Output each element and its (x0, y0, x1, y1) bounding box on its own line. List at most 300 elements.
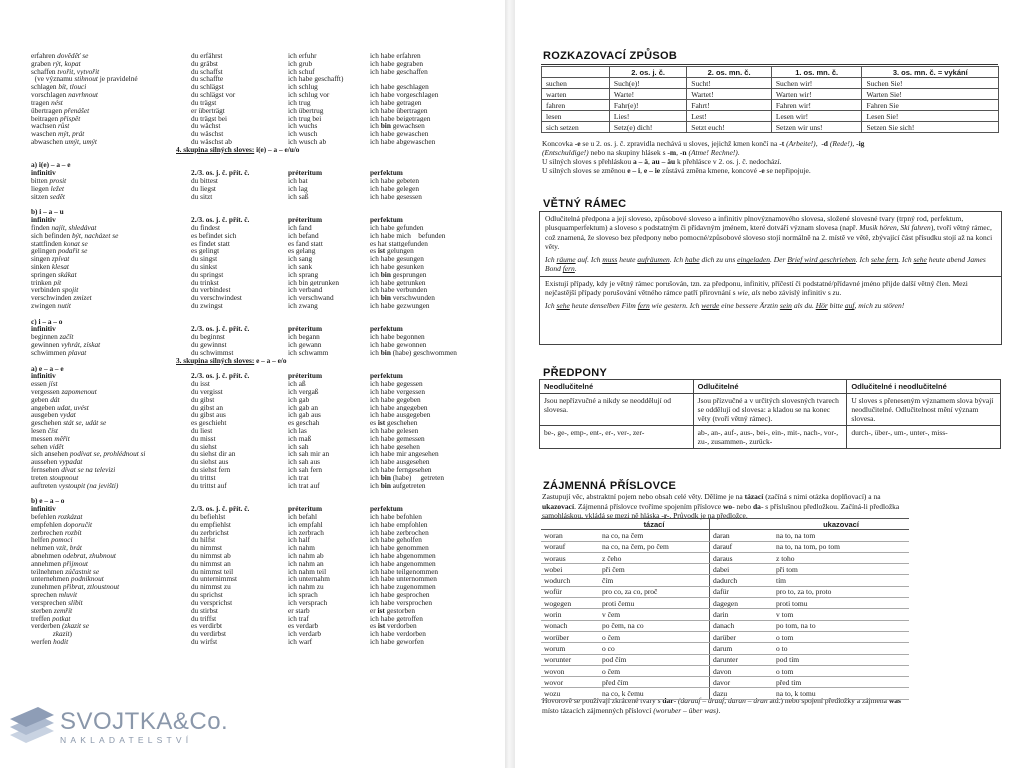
present-form: du nimmst an (191, 559, 231, 568)
preterite: es gelang (288, 247, 316, 256)
perfect: ich habe gebeten (370, 177, 420, 185)
present-form: du gibst (191, 395, 215, 404)
present-form: du sitzt (191, 192, 213, 201)
perfect: ich habe teilgenommen (370, 567, 439, 576)
adverb-cell: na co, na čem (599, 530, 710, 541)
perfect: ich habe abgenommen (370, 552, 436, 560)
present-form: du trägst bei (191, 114, 228, 123)
adverb-row (541, 643, 909, 654)
imperative-row (542, 111, 999, 122)
verb-row (0, 247, 505, 255)
imperative-row (542, 89, 999, 100)
verb-row (0, 443, 505, 451)
infinitive: angeben udat, uvést (31, 403, 89, 412)
verb-row (0, 388, 505, 396)
spacer (0, 154, 505, 162)
adverb-cell: v čem (599, 609, 710, 620)
adverb-cell: po čem, na co (599, 620, 710, 631)
adverb-cell: dagegen (710, 598, 774, 609)
present-form (191, 208, 288, 216)
present-form: du findest (191, 223, 220, 232)
perfect: ich habe zerbrochen (370, 528, 429, 537)
perfect: ich habe gezwungen (370, 302, 430, 310)
perfect: ich habe zugenommen (370, 583, 436, 592)
infinitive: teilnehmen zúčastnit se (31, 567, 100, 576)
perfect: es hat stattgefunden (370, 239, 428, 248)
verb-row (0, 349, 505, 357)
adverb-cell: wovor (541, 677, 599, 688)
verb-row (0, 591, 505, 599)
infinitive: schaffen tvořit, vytvořit (31, 67, 100, 76)
preterite: ich sang (288, 255, 313, 263)
infinitive: empfehlen doporučit (31, 520, 93, 529)
infinitive: infinitiv (31, 325, 56, 334)
perfect: es ist gelungen (370, 247, 414, 256)
present-form: du hilfst (191, 536, 216, 545)
preterite: ich verdarb (288, 630, 322, 638)
perfect: perfektum (370, 372, 403, 381)
prefixes-title: PŘEDPONY (543, 367, 608, 379)
verb-row (0, 630, 505, 638)
present-form: du beginnst (191, 333, 225, 342)
frame-example-1: Ich räume auf. Ich muss heute aufräumen. Ich habe dich zu uns eingeladen. Der Brief wird geschrieben. Ich sehe fern. Ich sehe heute abend James Bond fern. (545, 255, 986, 274)
adverb-cell: darin (710, 609, 774, 620)
adverb-row (541, 598, 909, 609)
present-form: es gelingt (191, 247, 220, 256)
preterite: ich sah (288, 442, 309, 451)
prefix-cell: Neodlučitelné (540, 380, 694, 394)
present-form: du wirfst (191, 637, 218, 646)
verb-column-header (0, 325, 505, 333)
infinitive: treten stoupnout (31, 473, 79, 482)
verb-column-header (0, 365, 505, 373)
adverb-cell: daran (710, 530, 774, 541)
infinitive: (ve významu stihnout je pravidelné (31, 75, 138, 84)
verb-group-heading (0, 357, 505, 365)
infinitive: trinken pít (31, 278, 62, 287)
verb-row (0, 185, 505, 193)
infinitive: sterben zemřít (31, 606, 73, 615)
verb-column-header (0, 318, 505, 326)
infinitive: gewinnen vyhrát, získat (31, 341, 101, 349)
preterite: ich grub (288, 59, 313, 68)
prefix-row (540, 394, 1001, 426)
infinitive: essen jíst (31, 380, 58, 388)
infinitive: sehen vidět (31, 442, 64, 451)
adverb-row (541, 564, 909, 575)
prefix-cell: durch-, über-, um-, unter-, miss- (847, 426, 1001, 449)
perfect: ich habe erfahren (370, 52, 421, 60)
adverb-cell: wogegen (541, 598, 599, 609)
perfect (370, 161, 490, 169)
infinitive: wachsen růst (31, 122, 70, 131)
logo-icon (8, 705, 58, 745)
verb-column-header (0, 372, 505, 380)
preterite: ich übertrug (288, 106, 324, 115)
adverb-row (541, 654, 909, 665)
note-line: (Entschuldige!) nebo na skupiny hlásek s -m, -n (Atme! Rechne!). (542, 148, 740, 157)
present-form (191, 365, 288, 373)
verb-row (0, 138, 505, 146)
present-form: 2./3. os. j. č. přít. č. (191, 169, 250, 177)
present-form: du sinkst (191, 262, 218, 271)
perfect: ich bin (habe) getreten (370, 473, 444, 482)
imperative-row (542, 78, 999, 89)
note-line: Koncovka -e se u 2. os. j. č. zpravidla nechává u sloves, jejichž kmen končí na -t (Arbeite!), -d (Rede!), -ig (542, 139, 865, 148)
infinitive: infinitiv (31, 505, 56, 513)
perfect: ich habe verbunden (370, 286, 428, 295)
adverb-cell: při tom (773, 564, 909, 575)
infinitive: messen měřit (31, 434, 70, 443)
imperative-cell: Fahren Sie (862, 100, 999, 111)
preterite: ich saß (288, 192, 309, 201)
adverb-head-q: tázací (599, 519, 710, 530)
preterite: ich erfuhr (288, 52, 317, 60)
preterite: ich sprang (288, 270, 319, 279)
infinitive: singen zpívat (31, 255, 70, 263)
present-form: es geschieht (191, 419, 227, 427)
frame-paragraph-1: Odlučitelná předpona a její sloveso, způsobové sloveso a infinitiv plnovýznamového slovesa, složené slovesné tvary (trpný rod, perfektum, plusquamperfektum) a sloveso s podstatným či přídavným jménem, které dotváří význam slovesa (např. Musik hören, Ski fahren), tvoří větný rámec, což znamená, že sloveso bez předpony nebo pomocné/způsobové sloveso stojí normálně na 2. místě ve větě, zbývající část přísudku stojí až na konci věty. (545, 214, 993, 251)
verb-row (0, 122, 505, 130)
verb-row (0, 286, 505, 294)
verb-row (0, 521, 505, 529)
perfect: ich habe geschlagen (370, 83, 429, 92)
infinitive: geben dát (31, 395, 60, 404)
prefix-cell: U sloves s přeneseným významem slova bývají neodlučitelné. Odlučitelnost mění význam slovesa. (847, 394, 1001, 426)
preterite (288, 318, 370, 326)
verb-column-header (0, 169, 505, 177)
adverb-row (541, 575, 909, 586)
perfect: ich bin gesprungen (370, 270, 427, 279)
verb-row (0, 302, 505, 310)
adverb-row (541, 530, 909, 541)
verb-row (0, 294, 505, 302)
preterite: ich bat (288, 177, 308, 185)
perfect: ich habe ausgesehen (370, 458, 430, 467)
present-form: du empfiehlst (191, 520, 231, 529)
prefix-cell: Jsou přízvučné a v určitých slovesných tvarech se oddělují od slovesa: a kladou se na konec věty (tvoří větný rámec). (693, 394, 847, 426)
present-form: du gewinnst (191, 341, 227, 349)
imperative-cell: Lesen Sie! (862, 111, 999, 122)
perfect: ich habe gelesen (370, 427, 419, 435)
perfect: ich habe empfohlen (370, 520, 428, 529)
perfect: ich habe mich befunden (370, 231, 446, 240)
perfect: ich habe gefunden (370, 223, 424, 232)
preterite: ich wuchs (288, 122, 318, 131)
perfect: ich habe beigetragen (370, 114, 431, 123)
spacer (0, 200, 505, 208)
present-form (191, 497, 288, 505)
preterite: ich sank (288, 262, 313, 271)
infinitive: verderben (zkazit se (31, 622, 89, 631)
infinitive: treffen potkat (31, 614, 71, 623)
perfect: ich bin verschwunden (370, 294, 435, 302)
perfect: ich habe gesunken (370, 262, 424, 271)
present-form: du befiehlst (191, 512, 226, 521)
verb-row (0, 427, 505, 435)
preterite: ich sprach (288, 591, 318, 599)
preterite: ich traf (288, 614, 309, 623)
prefix-row (540, 380, 1001, 394)
adverb-cell: dabei (710, 564, 774, 575)
infinitive: nehmen vzít, brát (31, 544, 82, 552)
infinitive: schlagen bít, tlouci (31, 83, 87, 92)
adverb-row (541, 541, 909, 552)
verb-row (0, 411, 505, 419)
perfect (370, 318, 490, 326)
verb-column-header (0, 497, 505, 505)
imperative-cell: Warten wir! (771, 89, 862, 100)
preterite (288, 497, 370, 505)
perfect: ich habe gesehen (370, 442, 420, 451)
adverb-cell: o čem (599, 631, 710, 642)
preterite (288, 365, 370, 373)
imperative-cell: Setzen Sie sich! (862, 122, 999, 133)
adverb-cell: wozu (541, 688, 599, 699)
verb-row (0, 615, 505, 623)
prefix-cell: Odlučitelné i neodlučitelné (847, 380, 1001, 394)
prefixes-table (539, 379, 1001, 449)
infinitive: graben rýt, kopat (31, 59, 81, 68)
adverb-cell: tím (773, 575, 909, 586)
preterite: ich zwang (288, 302, 318, 310)
perfect: es ist geschehen (370, 419, 418, 427)
infinitive: zkazit) (52, 630, 72, 638)
present-form: du schlägst (191, 83, 224, 92)
preterite: ich warf (288, 637, 313, 646)
verb-row (0, 232, 505, 240)
present-form: du zwingst (191, 302, 223, 310)
infinitive: zwingen nutit (31, 302, 71, 310)
present-form: du wäschst (191, 130, 224, 138)
imperative-cell: fahren (542, 100, 610, 111)
present-form: du nimmst ab (191, 552, 231, 560)
infinitive: auftreten vystoupit (na jevišti) (31, 481, 119, 490)
preterite: ich nahm zu (288, 583, 324, 592)
present-form: du gibst aus (191, 411, 226, 420)
infinitive: geschehen stát se, udát se (31, 419, 107, 427)
adverb-cell: wovon (541, 665, 599, 676)
verb-row (0, 435, 505, 443)
spacer (0, 310, 505, 318)
preterite: ich schwamm (288, 348, 329, 357)
imperative-cell: Fahr(e)! (609, 100, 686, 111)
preterite: ich sah aus (288, 458, 321, 467)
preterite: préteritum (288, 169, 323, 177)
perfect: ich habe gegeben (370, 395, 421, 404)
infinitive: sprechen mluvit (31, 591, 78, 599)
verb-row (0, 130, 505, 138)
preterite: préteritum (288, 505, 323, 513)
preterite: ich befahl (288, 512, 317, 521)
imperative-cell: Setzen wir uns! (771, 122, 862, 133)
verb-row (0, 75, 505, 83)
preterite: es fand statt (288, 239, 323, 248)
adverb-row (541, 620, 909, 631)
present-form: du stirbst (191, 606, 218, 615)
verb-row (0, 544, 505, 552)
adverb-cell: čím (599, 575, 710, 586)
imperative-header: 2. os. j. č. (609, 67, 686, 78)
infinitive: werfen hodit (31, 637, 69, 646)
present-form: du versprichst (191, 598, 233, 607)
prefix-cell: ab-, an-, auf-, aus-, bei-, ein-, mit-, nach-, vor-, zu-, zusammen-, zurück- (693, 426, 847, 449)
infinitive: verbinden spojit (31, 286, 79, 295)
infinitive: tragen nést (31, 98, 63, 107)
adverb-cell: dazu (710, 688, 774, 699)
perfect: ich habe geholfen (370, 536, 422, 545)
verb-column-header (0, 216, 505, 224)
perfect: ich habe geschaffen (370, 67, 428, 76)
infinitive: versprechen slíbit (31, 598, 83, 607)
verb-row (0, 240, 505, 248)
frame-paragraph-2: Existují případy, kdy je větný rámec porušován, tzn. za předponu, infinitiv, příčestí či podstatné/přídavné jméno přijde další větný člen. Mezi nejčastější případy porušování větného rámce patří přirovnání s wie, als nebo závislý infinitiv s zu. (545, 278, 968, 298)
perfect: ich bin aufgetreten (370, 481, 426, 490)
perfect: ich habe vergessen (370, 387, 425, 396)
infinitive: finden najít, shledávat (31, 223, 97, 232)
left-page (0, 0, 505, 768)
adverb-cell: wonach (541, 620, 599, 631)
present-form: du erfährst (191, 52, 223, 60)
imperative-rule (541, 64, 998, 65)
infinitive: infinitiv (31, 372, 56, 381)
preterite: ich trug (288, 98, 311, 107)
preterite: préteritum (288, 372, 323, 381)
group-title: 3. skupina silných sloves: e – a – e/o (176, 356, 287, 365)
infinitive: liegen ležet (31, 184, 65, 193)
adverb-cell: davon (710, 665, 774, 676)
infinitive: sich befinden být, nacházet se (31, 231, 119, 240)
present-form: du siehst fern (191, 466, 231, 474)
perfect: ich habe begonnen (370, 333, 425, 342)
perfect: ich habe unternommen (370, 575, 437, 584)
perfect: ich habe angegeben (370, 403, 428, 412)
perfect: perfektum (370, 169, 403, 177)
adverbs-intro: Zastupují věc, abstraktní pojem nebo obsah celé věty. Dělíme je na tázací (začíná s nimi otázka doplňovací) a na ukazovací. Zájmenná příslovce tvoříme spojením příslovce wo- nebo da- s příslušnou předložkou. Začíná-li předložka samohláskou, vkládá se mezi ně hláska -r-. Průvodk je na předložce. (542, 492, 900, 521)
preterite: es verdarb (288, 622, 319, 631)
present-form: du trinkst (191, 278, 219, 287)
preterite: er starb (288, 606, 310, 615)
verb-row (0, 458, 505, 466)
adverb-cell: o tom (773, 665, 909, 676)
present-form: du schwimmst (191, 348, 234, 357)
perfect: ich habe mir angesehen (370, 450, 439, 459)
preterite: ich las (288, 427, 307, 435)
imperative-cell: Warte! (609, 89, 686, 100)
preterite (288, 208, 370, 216)
present-form: du zerbrichst (191, 528, 229, 537)
perfect: perfektum (370, 325, 403, 334)
infinitive: b) e – a – o (31, 497, 65, 506)
adverbs-table (541, 518, 909, 700)
infinitive: abnehmen odebrat, zhubnout (31, 552, 116, 560)
perfect (370, 208, 490, 216)
present-form: du vergisst (191, 387, 223, 396)
present-form: du wäschst ab (191, 137, 232, 146)
perfect: ich habe gemessen (370, 434, 425, 443)
present-form: du wächst (191, 122, 221, 131)
preterite: ich nahm ab (288, 552, 324, 560)
preterite: ich unternahm (288, 575, 330, 584)
adverb-cell: před tím (773, 677, 909, 688)
imperative-cell: Fahrt! (687, 100, 772, 111)
imperative-cell: lesen (542, 111, 610, 122)
perfect: ich bin gewachsen (370, 122, 425, 131)
present-form: du liest (191, 427, 213, 435)
perfect: perfektum (370, 505, 403, 513)
present-form: du gräbst (191, 59, 218, 68)
verb-row (0, 419, 505, 427)
preterite: ich befand (288, 231, 319, 240)
infinitive: stattfinden konat se (31, 239, 88, 248)
verb-row (0, 404, 505, 412)
infinitive: ausgeben vydat (31, 411, 76, 420)
imperative-cell: sich setzen (542, 122, 610, 133)
infinitive: sitzen sedět (31, 192, 65, 201)
verb-row (0, 380, 505, 388)
infinitive: vergessen zapomenout (31, 387, 97, 396)
perfect (370, 497, 490, 505)
infinitive: infinitiv (31, 169, 56, 177)
note-line: U silných sloves s přehláskou a – ä, au – äu k přehlásce v 2. os. j. č. nedochází. (542, 157, 782, 166)
infinitive: aussehen vypadat (31, 458, 83, 467)
preterite: ich gab (288, 395, 310, 404)
present-form: du nimmst teil (191, 567, 234, 576)
adverb-cell: z toho (773, 552, 909, 563)
infinitive: a) e – a – e (31, 364, 64, 373)
imperative-cell: Lesen wir! (771, 111, 862, 122)
present-form: du schaffst (191, 67, 223, 76)
present-form: du schlägst vor (191, 91, 236, 99)
present-form: du nimmst zu (191, 583, 231, 592)
imperative-cell: Setzt euch! (687, 122, 772, 133)
verb-row (0, 68, 505, 76)
verb-row (0, 622, 505, 630)
perfect: ich habe übertragen (370, 106, 428, 115)
infinitive: annehmen přijmout (31, 559, 88, 568)
present-form: 2./3. os. j. č. přít. č. (191, 216, 250, 224)
verb-row (0, 279, 505, 287)
verb-row (0, 607, 505, 615)
present-form: er überträgt (191, 106, 225, 115)
verb-row (0, 107, 505, 115)
imperative-row (542, 100, 999, 111)
group-title: 4. skupina silných sloves: i(e) – a – e/u/o (176, 145, 300, 154)
adverb-row (541, 631, 909, 642)
perfect: ich habe ferngesehen (370, 466, 432, 474)
verb-group-heading (0, 146, 505, 154)
infinitive: fernsehen dívat se na televizi (31, 466, 116, 474)
adverb-cell: wofür (541, 586, 599, 597)
imperative-header (542, 67, 610, 78)
verb-row (0, 513, 505, 521)
imperative-cell: Sucht! (687, 78, 772, 89)
present-form: es findet statt (191, 239, 230, 248)
adverb-head-d: ukazovací (773, 519, 909, 530)
preterite: ich bin getrunken (288, 278, 340, 287)
preterite: ich gab an (288, 403, 318, 412)
adverb-cell: worauf (541, 541, 599, 552)
adverb-row (541, 677, 909, 688)
verb-row (0, 450, 505, 458)
perfect (370, 75, 490, 83)
adverb-cell: dadurch (710, 575, 774, 586)
imperative-cell: Suchen wir! (771, 78, 862, 89)
present-form: du siehst dir an (191, 450, 236, 459)
adverb-cell: danach (710, 620, 774, 631)
adverb-row (541, 688, 909, 699)
perfect: er ist gestorben (370, 606, 416, 615)
